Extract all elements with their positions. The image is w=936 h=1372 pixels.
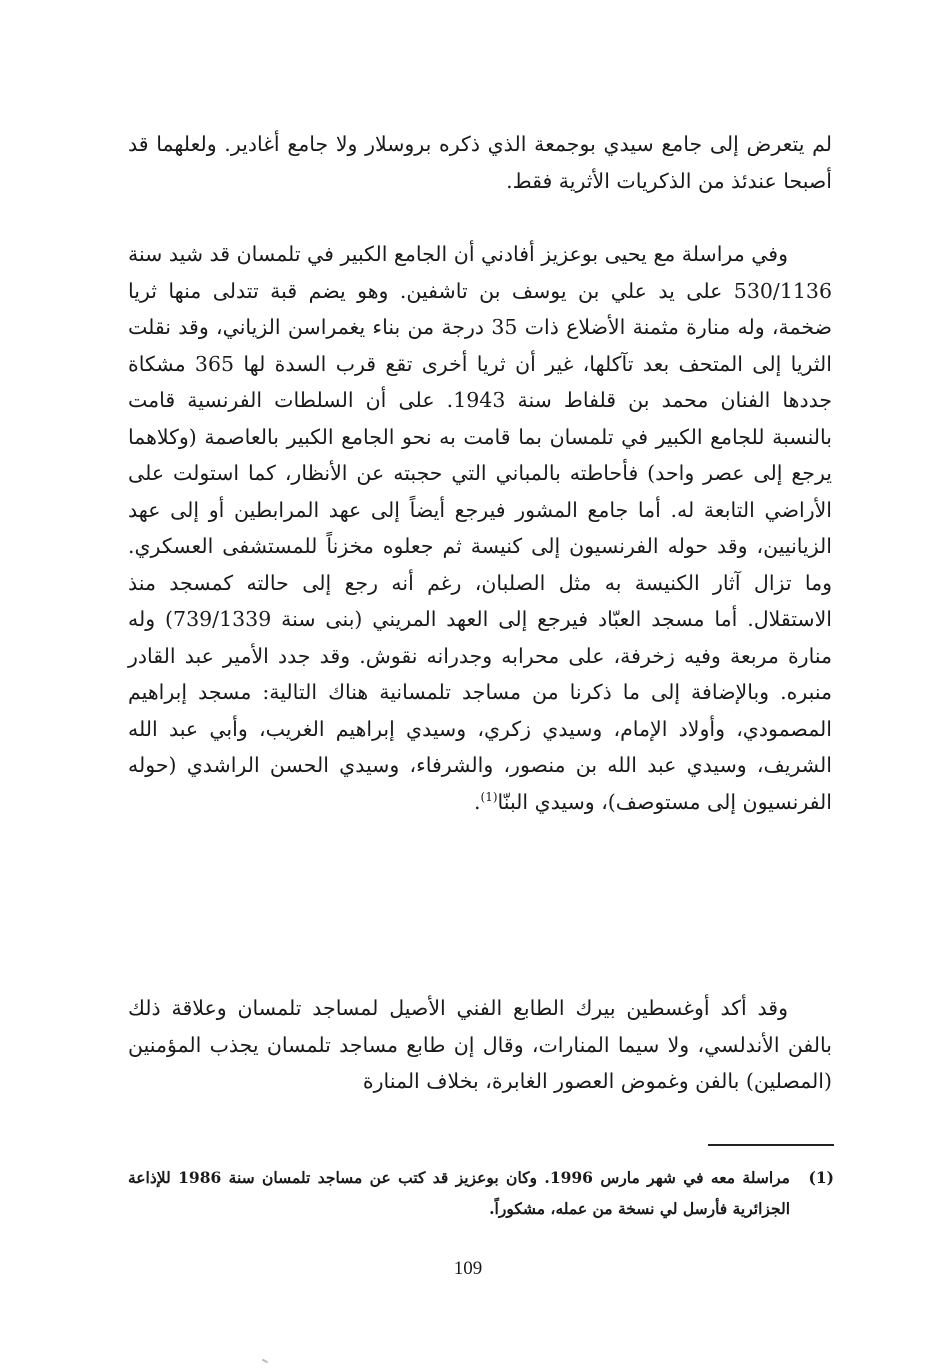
paragraph-2-end: . [473, 789, 481, 814]
footnote-reference[interactable]: (1) [480, 789, 498, 804]
footnote-text: مراسلة معه في شهر مارس 1996. وكان بوعزيز قد كتب عن مساجد تلمسان سنة 1986 للإذاعة الجزائرية فأرسل لي نسخة من عمله، مشكوراً. [128, 1168, 790, 1218]
scan-speck [262, 1359, 268, 1364]
paragraph-3: وقد أكد أوغسطين بيرك الطابع الفني الأصيل لمساجد تلمسان وعلاقة ذلك بالفن الأندلسي، ولا سيما المنارات، وقال إن طابع مساجد تلمسان يجذب المؤمنين (المصلين) بالفن وغموض العصور الغابرة، بخلاف المنارة [128, 996, 832, 1093]
paragraph-2-text: وفي مراسلة مع يحيى بوعزيز أفادني أن الجامع الكبير في تلمسان قد شيد سنة 530/1136 على يد علي بن يوسف بن تاشفين. وهو يضم قبة تتدلى منها ثريا ضخمة، وله منارة مثمنة الأضلاع ذات 35 درجة من بناء يغمراسن الزياني، وقد نقلت الثريا إلى المتحف بعد تآكلها، غير أن ثريا أخرى تقع قرب السدة لها 365 مشكاة جددها الفنان محمد بن قلفاط سنة 1943. على أن السلطات الفرنسية قامت بالنسبة للجامع الكبير في تلمسان بما قامت به نحو الجامع الكبير بالعاصمة (وكلاهما يرجع إلى عصر واحد) فأحاطته بالمباني التي حجبته عن الأنظار، كما استولت على الأراضي التابعة له. أما جامع المشور فيرجع أيضاً إلى عهد المرابطين أو إلى عهد الزيانيين، وقد حوله الفرنسيون إلى كنيسة ثم جعلوه مخزناً للمستشفى العسكري. وما تزال آثار الكنيسة به مثل الصلبان، رغم أنه رجع إلى حالته كمسجد منذ الاستقلال. أما مسجد العبّاد فيرجع إلى العهد المريني (بنى سنة 739/1339) وله منارة مربعة وفيه زخرفة، على محرابه وجدرانه نقوش. وقد جدد الأمير عبد القادر منبره. وبالإضافة إلى ما ذكرنا من مساجد تلمسانية هناك التالية: مسجد إبراهيم المصمودي، وأولاد الإمام، وسيدي زكري، وسيدي إبراهيم الغريب، وأبي عبد الله الشريف، وسيدي عبد الله بن منصور، والشرفاء، وسيدي الحسن الراشدي (حوله الفرنسيون إلى مستوصف)، وسيدي البنّا [128, 242, 833, 814]
paragraph-2 [128, 236, 832, 820]
paragraph-1: لم يتعرض إلى جامع سيدي بوجمعة الذي ذكره بروسلار ولا جامع أغادير. ولعلهما قد أصبحا عندئذ من الذكريات الأثرية فقط. [128, 132, 832, 193]
footnote-number: (1) [808, 1168, 834, 1187]
page-number: 109 [453, 1258, 483, 1279]
footnote-separator [708, 1144, 834, 1146]
footnote [128, 1162, 834, 1224]
